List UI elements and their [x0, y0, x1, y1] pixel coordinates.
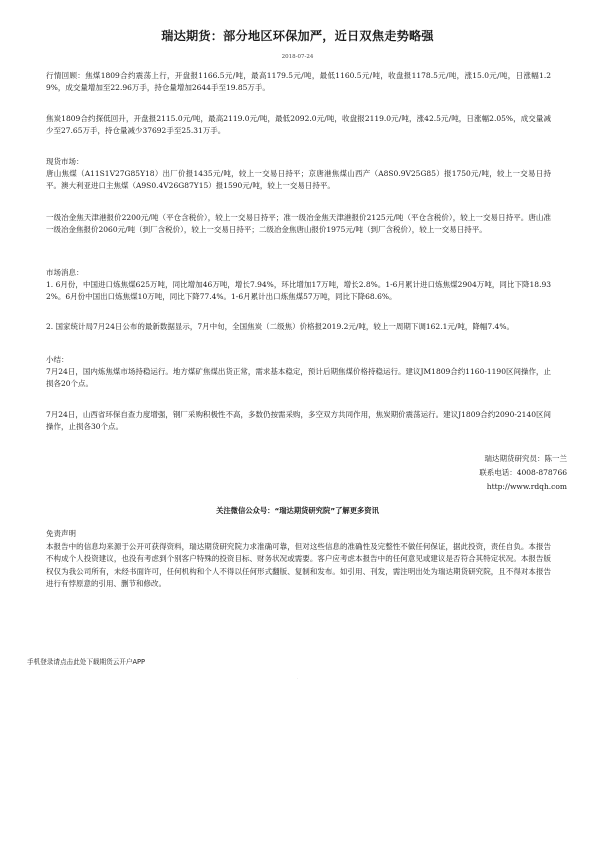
- spot-coke: 一级冶金焦天津港报价2200元/吨（平仓含税价），较上一交易日持平；准一级冶金焦天津港报价2125元/吨（平仓含税价），较上一交易日持平。唐山准一级冶金焦报价2060元/吨（到厂含税价），较上一交易日持平；二级冶金焦唐山报价1975元/吨（到厂含税价），较上一交易日持平。: [46, 213, 551, 235]
- signature-block: [479, 452, 567, 494]
- news-item-1: 1. 6月份，中国进口炼焦煤625万吨，同比增加46万吨，增长7.94%，环比增加17万吨，增长2.8%。1-6月累计进口炼焦煤2904万吨，同比下降18.932%。6月份中国出口炼焦煤10万吨，同比下降77.4%。1-6月累计出口炼焦煤57万吨，同比下降68.6%。: [46, 280, 551, 302]
- disclaimer-text: 本报告中的信息均来源于公开可获得资料，瑞达期货研究院力求准确可靠，但对这些信息的准确性及完整性不做任何保证，据此投资，责任自负。本报告不构成个人投资建议，也没有考虑到个别客户特殊的投资目标、财务状况或需要。客户应考虑本报告中的任何意见或建议是否符合其特定状况。本报告版权仅为我公司所有，未经书面许可，任何机构和个人不得以任何形式翻版、复制和发布。如引用、刊发，需注明出处为瑞达期货研究院，且不得对本报告进行有悖原意的引用、删节和修改。: [46, 542, 551, 589]
- report-date: 2018-07-24: [281, 54, 314, 60]
- summary-label: 小结：: [46, 355, 69, 364]
- spot-market-label: 现货市场：: [46, 157, 84, 166]
- news-item-2: 2. 国家统计局7月24日公布的最新数据显示，7月中旬，全国焦炭（二级焦）价格报2019.2元/吨，较上一周期下调162.1元/吨，降幅7.4%。: [46, 322, 514, 331]
- contact-phone: 联系电话：4008-878766: [479, 468, 567, 477]
- page-title: 瑞达期货：部分地区环保加严，近日双焦走势略强: [161, 29, 434, 43]
- summary-coking-coal: 7月24日，国内炼焦煤市场持稳运行。地方煤矿焦煤出货正常，需求基本稳定，预计后期焦煤价格持稳运行。建议JM1809合约1160-1190区间操作，止损各20个点。: [46, 367, 551, 389]
- disclaimer-label: 免责声明: [46, 529, 76, 538]
- summary-coke: 7月24日，山西省环保自查力度增强，钢厂采购积极性不高，多数仍按需采购，多空双方共同作用，焦炭期价震荡运行。建议J1809合约2090-2140区间操作，止损各30个点。: [46, 410, 551, 432]
- wechat-follow-banner: 关注微信公众号：“瑞达期货研究院”了解更多资讯: [216, 506, 379, 515]
- spot-coking-coal: 唐山焦煤（A11S1V27G85Y18）出厂价报1435元/吨，较上一交易日持平；京唐港焦煤山西产（A8S0.9V25G85）报1750元/吨，较上一交易日持平。澳大利亚进口主焦煤（A9S0.4V26G87Y15）报1590元/吨，较上一交易日持平。: [46, 169, 551, 191]
- researcher-name: 瑞达期货研究员：陈一兰: [484, 454, 567, 463]
- review-coke: 焦炭1809合约探低回升，开盘报2115.0元/吨，最高2119.0元/吨，最低2092.0元/吨，收盘报2119.0元/吨，涨42.5元/吨，日涨幅2.05%，成交量减少至27.65万手，持仓量减少37692手至25.31万手。: [46, 114, 551, 136]
- review-coking-coal: 行情回顾：焦煤1809合约震荡上行，开盘报1166.5元/吨，最高1179.5元/吨，最低1160.5元/吨，收盘报1178.5元/吨，涨15.0元/吨，日涨幅1.29%，成交量增加至22.96万手，持仓量增加2644手至19.85万手。: [46, 71, 551, 93]
- market-news-label: 市场消息：: [46, 268, 84, 277]
- app-download-link[interactable]: 手机登录请点击此处下载期货云开户APP: [27, 658, 145, 666]
- page-dot: ·: [297, 676, 299, 681]
- website-link[interactable]: http://www.rdqh.com: [486, 482, 567, 491]
